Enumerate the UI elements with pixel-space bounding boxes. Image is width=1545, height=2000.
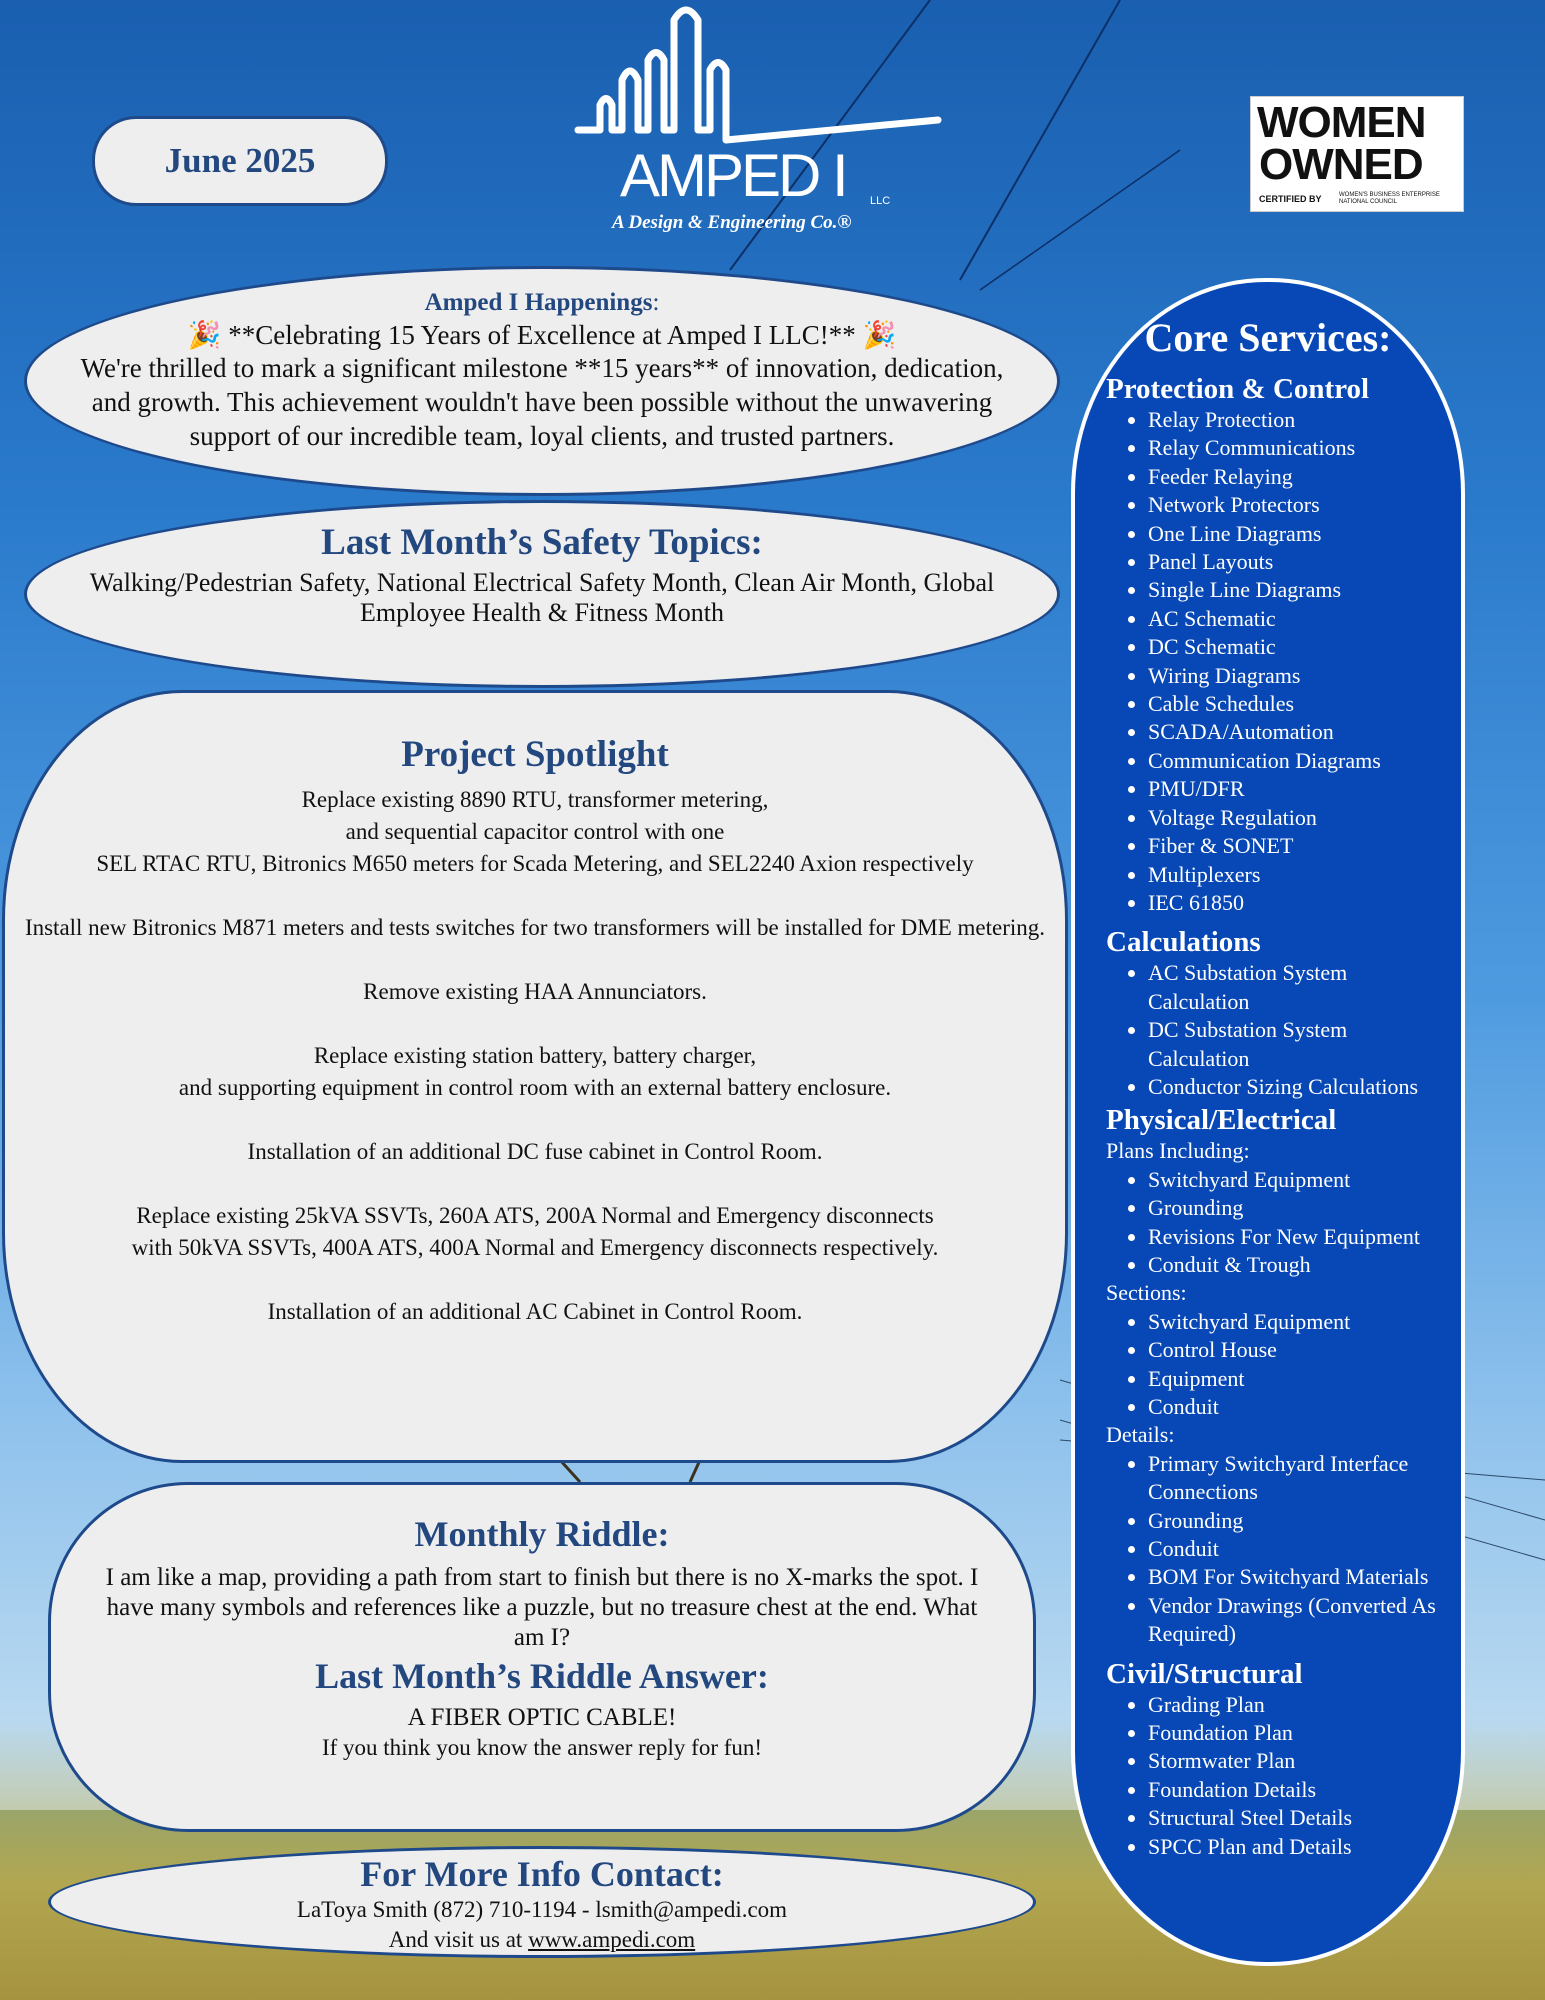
happenings-section bbox=[24, 266, 1060, 496]
core-services-panel bbox=[1071, 278, 1465, 1966]
monthly-riddle-section bbox=[48, 1482, 1036, 1832]
spotlight-line: Install new Bitronics M871 meters and tests switches for two transformers will be installed for DME metering. bbox=[24, 915, 1046, 940]
logo-tagline: A Design & Engineering Co.® bbox=[612, 212, 852, 233]
spotlight-line: Installation of an additional DC fuse cabinet in Control Room. bbox=[247, 1139, 823, 1164]
service-item: • Control House bbox=[1148, 1336, 1446, 1364]
service-item: • Foundation Details bbox=[1148, 1776, 1446, 1804]
badge-text-owned: OWNED bbox=[1259, 140, 1423, 189]
service-item: • PMU/DFR bbox=[1148, 775, 1446, 803]
spotlight-line: Replace existing 8890 RTU, transformer metering, bbox=[301, 787, 769, 812]
badge-council-name: WOMEN'S BUSINESS ENTERPRISE NATIONAL COUNCIL bbox=[1339, 192, 1440, 205]
project-spotlight-title: Project Spotlight bbox=[401, 734, 669, 775]
plans-label: Plans Including: bbox=[1106, 1138, 1250, 1164]
contact-line: LaToya Smith (872) 710-1194 - lsmith@ampedi.com bbox=[296, 1897, 788, 1922]
riddle-answer: A FIBER OPTIC CABLE! bbox=[407, 1704, 677, 1731]
service-item: • Panel Layouts bbox=[1148, 548, 1446, 576]
spotlight-line: and sequential capacitor control with one bbox=[345, 819, 725, 844]
spotlight-line: Remove existing HAA Annunciators. bbox=[363, 979, 707, 1004]
project-spotlight-section bbox=[2, 690, 1068, 1463]
spotlight-line: Replace existing 25kVA SSVTs, 260A ATS, 200A Normal and Emergency disconnects bbox=[136, 1203, 934, 1228]
service-item: • SCADA/Automation bbox=[1148, 718, 1446, 746]
logo-wordmark: AMPED I bbox=[620, 142, 846, 209]
project-spotlight-paragraphs bbox=[5, 784, 1065, 1328]
sections-label: Sections: bbox=[1106, 1280, 1187, 1306]
happenings-heading: Amped I Happenings bbox=[424, 289, 653, 316]
service-item: • DC Substation System Calculation bbox=[1148, 1016, 1446, 1073]
service-item: • Grading Plan bbox=[1148, 1691, 1446, 1719]
service-item: • Conductor Sizing Calculations bbox=[1148, 1073, 1446, 1101]
website-link[interactable]: www.ampedi.com bbox=[528, 1927, 696, 1952]
service-item: • Feeder Relaying bbox=[1148, 463, 1446, 491]
service-item: • Wiring Diagrams bbox=[1148, 662, 1446, 690]
service-item: • Multiplexers bbox=[1148, 861, 1446, 889]
service-item: • Conduit & Trough bbox=[1148, 1251, 1446, 1279]
spotlight-paragraph bbox=[15, 784, 1055, 880]
logo-suffix: LLC bbox=[870, 195, 891, 207]
service-item: • Conduit bbox=[1148, 1393, 1446, 1421]
service-item: • Structural Steel Details bbox=[1148, 1804, 1446, 1832]
service-item: • Grounding bbox=[1148, 1507, 1446, 1535]
service-item: • Relay Protection bbox=[1148, 406, 1446, 434]
service-item: • Revisions For New Equipment bbox=[1148, 1223, 1446, 1251]
service-item: • Network Protectors bbox=[1148, 491, 1446, 519]
spotlight-paragraph bbox=[15, 976, 1055, 1008]
service-item: • SPCC Plan and Details bbox=[1148, 1833, 1446, 1861]
service-item: • Stormwater Plan bbox=[1148, 1747, 1446, 1775]
service-item: • DC Schematic bbox=[1148, 633, 1446, 661]
issue-date-badge bbox=[92, 116, 388, 206]
happenings-body: We're thrilled to mark a significant milestone **15 years** of innovation, dedication, and growth. This achievement wouldn't have been possible without the unwavering support of our incredible team, loyal clients, and trusted partners. bbox=[80, 353, 1004, 451]
logo-waveform bbox=[578, 10, 938, 140]
service-item: • One Line Diagrams bbox=[1148, 520, 1446, 548]
women-owned-certified-badge bbox=[1250, 96, 1464, 212]
service-item: • Vendor Drawings (Converted As Required) bbox=[1148, 1592, 1446, 1649]
service-item: • Primary Switchyard Interface Connections bbox=[1148, 1450, 1446, 1507]
service-item: • Grounding bbox=[1148, 1194, 1446, 1222]
service-item: • Relay Communications bbox=[1148, 434, 1446, 462]
service-item: • BOM For Switchyard Materials bbox=[1148, 1563, 1446, 1591]
badge-text-women: WOMEN bbox=[1257, 98, 1426, 147]
amped-i-logo bbox=[570, 0, 950, 240]
physical-electrical-heading: Physical/Electrical bbox=[1106, 1104, 1337, 1137]
service-item: • AC Schematic bbox=[1148, 605, 1446, 633]
service-item: • Communication Diagrams bbox=[1148, 747, 1446, 775]
monthly-riddle-body: I am like a map, providing a path from start to finish but there is no X-marks the spot. I have many symbols and references like a puzzle, but no treasure chest at the end. What am I? bbox=[105, 1564, 979, 1651]
spotlight-line: and supporting equipment in control room with an external battery enclosure. bbox=[178, 1075, 892, 1100]
badge-certified-by: CERTIFIED BY bbox=[1259, 194, 1322, 204]
details-list bbox=[1106, 1450, 1446, 1649]
civil-structural-list bbox=[1106, 1691, 1446, 1861]
civil-structural-heading: Civil/Structural bbox=[1106, 1657, 1303, 1690]
service-item: • Single Line Diagrams bbox=[1148, 576, 1446, 604]
details-label: Details: bbox=[1106, 1422, 1175, 1448]
happenings-colon: : bbox=[652, 289, 660, 316]
spotlight-paragraph bbox=[15, 1200, 1055, 1264]
spotlight-line: SEL RTAC RTU, Bitronics M650 meters for Scada Metering, and SEL2240 Axion respectively bbox=[96, 851, 974, 876]
safety-topics-title: Last Month’s Safety Topics: bbox=[321, 522, 763, 563]
riddle-reply-note: If you think you know the answer reply for fun! bbox=[321, 1735, 763, 1760]
contact-section bbox=[48, 1846, 1036, 1958]
protection-control-heading: Protection & Control bbox=[1106, 373, 1370, 405]
calculations-heading: Calculations bbox=[1106, 926, 1261, 959]
riddle-answer-title: Last Month’s Riddle Answer: bbox=[315, 1656, 769, 1696]
happenings-celebration: 🎉 **Celebrating 15 Years of Excellence at Amped I LLC!** 🎉 bbox=[187, 320, 897, 350]
service-item: • Conduit bbox=[1148, 1535, 1446, 1563]
sections-list bbox=[1106, 1308, 1446, 1422]
spotlight-paragraph bbox=[15, 1296, 1055, 1328]
service-item: • Fiber & SONET bbox=[1148, 832, 1446, 860]
monthly-riddle-title: Monthly Riddle: bbox=[414, 1514, 670, 1554]
service-item: • IEC 61850 bbox=[1148, 889, 1446, 917]
safety-topics-section bbox=[24, 500, 1060, 688]
spotlight-paragraph bbox=[15, 1040, 1055, 1104]
plans-list bbox=[1106, 1166, 1446, 1280]
contact-title: For More Info Contact: bbox=[360, 1854, 724, 1894]
service-item: • Switchyard Equipment bbox=[1148, 1308, 1446, 1336]
service-item: • Cable Schedules bbox=[1148, 690, 1446, 718]
spotlight-line: with 50kVA SSVTs, 400A ATS, 400A Normal and Emergency disconnects respectively. bbox=[131, 1235, 939, 1260]
spotlight-line: Replace existing station battery, battery charger, bbox=[313, 1043, 757, 1068]
contact-visit-line bbox=[51, 1925, 1033, 1955]
visit-prefix: And visit us at bbox=[388, 1927, 529, 1952]
service-item: • Voltage Regulation bbox=[1148, 804, 1446, 832]
service-item: • Foundation Plan bbox=[1148, 1719, 1446, 1747]
spotlight-paragraph bbox=[15, 1136, 1055, 1168]
calculations-list bbox=[1106, 959, 1446, 1101]
spotlight-line: Installation of an additional AC Cabinet in Control Room. bbox=[267, 1299, 803, 1324]
core-services-title: Core Services: bbox=[1144, 315, 1392, 360]
core-services-content bbox=[1106, 368, 1446, 1869]
safety-topics-body: Walking/Pedestrian Safety, National Electrical Safety Month, Clean Air Month, Global Employee Health & Fitness Month bbox=[89, 568, 995, 627]
issue-date: June 2025 bbox=[164, 141, 316, 180]
service-item: • Switchyard Equipment bbox=[1148, 1166, 1446, 1194]
service-item: • Equipment bbox=[1148, 1365, 1446, 1393]
service-item: • AC Substation System Calculation bbox=[1148, 959, 1446, 1016]
spotlight-paragraph bbox=[15, 912, 1055, 944]
protection-control-list bbox=[1106, 406, 1446, 917]
